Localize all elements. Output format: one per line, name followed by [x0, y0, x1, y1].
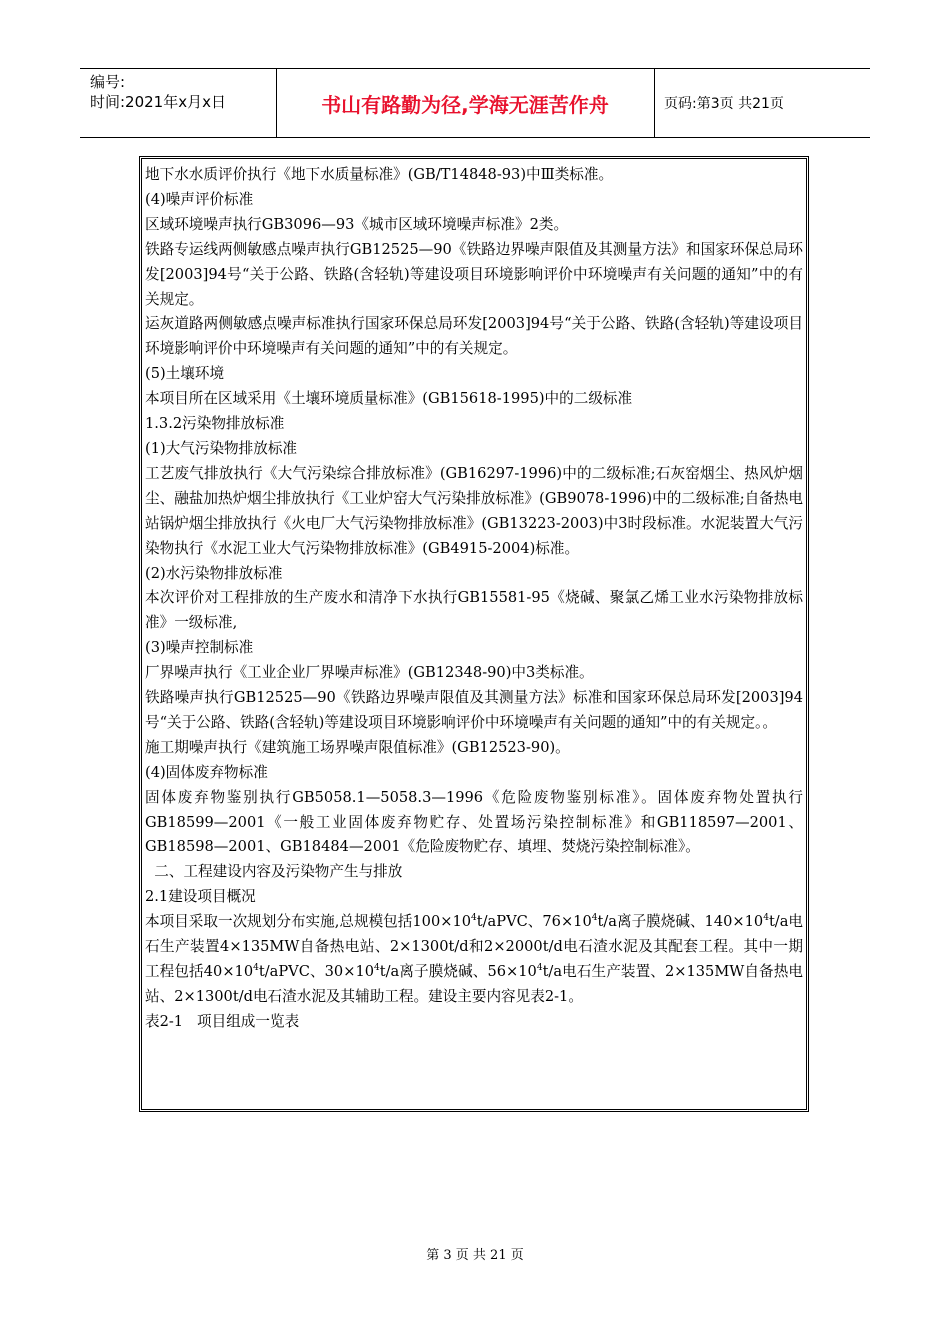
document-body — [145, 163, 803, 1035]
document-number-label: 编号: — [90, 73, 126, 91]
section-heading: (1)大气污染物排放标准 — [145, 439, 298, 457]
paragraph: 地下水水质评价执行《地下水质量标准》(GB/T14848-93)中Ⅲ类标准。 — [145, 166, 614, 183]
chapter-heading: 二、工程建设内容及污染物产生与排放 — [145, 863, 403, 881]
paragraph: 运灰道路两侧敏感点噪声标准执行国家环保总局环发[2003]94号“关于公路、铁路(含轻轨)等建设项目环境影响评价中环境噪声有关问题的通知”中的有关规定。 — [145, 315, 803, 358]
paragraph: 铁路噪声执行GB12525—90《铁路边界噪声限值及其测量方法》标准和国家环保总局环发[2003]94号“关于公路、铁路(含轻轨)等建设项目环境影响评价中环境噪声有关问题的通知”中的有关规定。。 — [145, 689, 803, 731]
paragraph: 工艺废气排放执行《大气污染综合排放标准》(GB16297-1996)中的二级标准;石灰窑烟尘、热风炉烟尘、融盐加热炉烟尘排放执行《工业炉窑大气污染排放标准》(GB9078-1996)中的二级标准;自备热电站锅炉烟尘排放执行《火电厂大气污染物排放标准》(GB13223-2003)中3时段标准。水泥装置大气污染物执行《水泥工业大气污染物排放标准》(GB4915-2004)标准。 — [145, 464, 803, 557]
document-date: 时间:2021年x月x日 — [90, 93, 226, 111]
section-heading: (4)固体废弃物标准 — [145, 763, 268, 781]
section-heading: (4)噪声评价标准 — [145, 190, 254, 208]
section-heading: (3)噪声控制标准 — [145, 639, 254, 657]
paragraph: 固体废弃物鉴别执行GB5058.1—5058.3—1996《危险废物鉴别标准》。固体废弃物处置执行GB18599—2001《一般工业固体废弃物贮存、处置场污染控制标准》和GB118597—2001、GB18598—2001、GB18484—2001《危险废物贮存、填埋、焚烧污染控制标准》。 — [145, 788, 803, 856]
paragraph: 铁路专运线两侧敏感点噪声执行GB12525—90《铁路边界噪声限值及其测量方法》和国家环保总局环发[2003]94号“关于公路、铁路(含轻轨)等建设项目环境影响评价中环境噪声有关问题的通知”中的有关规定。 — [145, 240, 803, 308]
section-heading: 1.3.2污染物排放标准 — [145, 415, 285, 433]
page-footer — [0, 1244, 950, 1263]
paragraph: 施工期噪声执行《建筑施工场界噪声限值标准》(GB12523-90)。 — [145, 738, 570, 756]
section-heading: (2)水污染物排放标准 — [145, 564, 283, 582]
header-page-info — [664, 69, 870, 137]
section-heading: (5)土壤环境 — [145, 365, 225, 383]
footer-page-number: 第 3 页 共 21 页 — [426, 1248, 524, 1263]
paragraph: 厂界噪声执行《工业企业厂界噪声标准》(GB12348-90)中3类标准。 — [145, 664, 594, 682]
header-info-cell — [80, 69, 277, 137]
paragraph: 本次评价对工程排放的生产废水和清净下水执行GB15581-95《烧碱、聚氯乙烯工业水污染物排放标准》一级标准, — [145, 589, 803, 632]
table-caption: 表2-1 项目组成一览表 — [145, 1012, 300, 1030]
paragraph: 本项目所在区域采用《土壤环境质量标准》(GB15618-1995)中的二级标准 — [145, 390, 633, 408]
project-overview-paragraph: 本项目采取一次规划分布实施,总规模包括$100\times 10^4t$/aPVC、$76\times 10^4t/a$离子膜烧碱、$140\times 10^4t/a$电石生产装置4×135MW自备热电站、2×1300t/d和2×2000t/d电石渣水泥及其配套工程。其中一期工程包括$40\times 10^4t$/aPVC、$30\times 10^4t/a$离子膜烧碱、$56\times 10^4t/a$电石生产装置、2×135MW自备热电站、2×1300t/d电石渣水泥及其辅助工程。建设主要内容见表2-1。 — [145, 913, 804, 1005]
header-page-number: 页码:第3页 共21页 — [664, 96, 784, 112]
page-header — [80, 68, 870, 138]
section-heading: 2.1建设项目概况 — [145, 888, 256, 906]
paragraph: 区域环境噪声执行GB3096—93《城市区域环境噪声标准》2类。 — [145, 215, 569, 233]
header-motto: 书山有路勤为径,学海无涯苦作舟 — [276, 69, 655, 137]
